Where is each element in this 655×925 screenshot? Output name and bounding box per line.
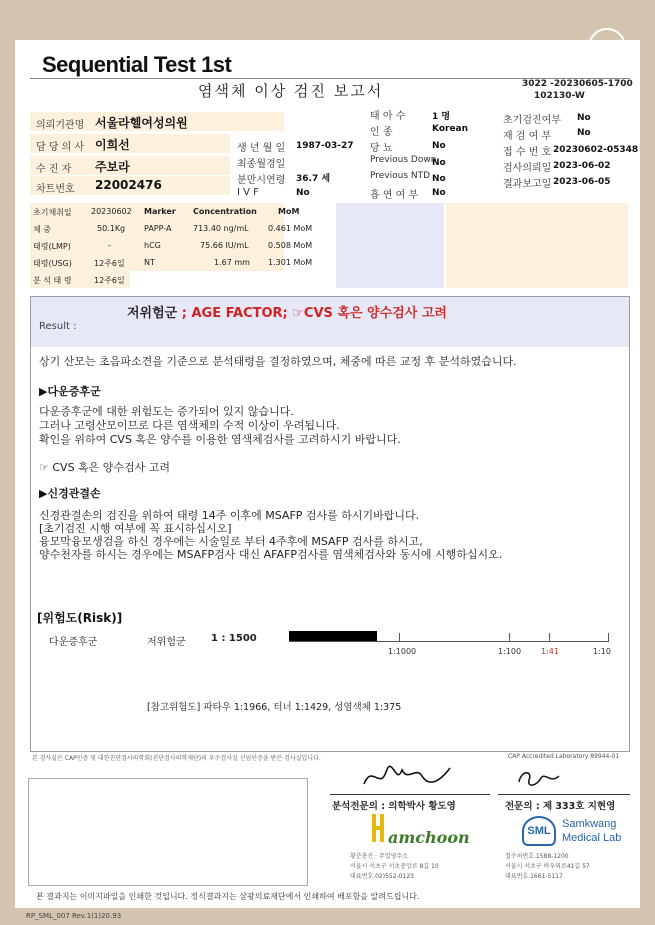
risk-title: [위험도(Risk)] [37, 611, 123, 625]
label-delivery-age: 분만시연령 [237, 175, 286, 186]
empty-panel-blue [336, 203, 444, 288]
label-ga-lmp: 태령(LMP) [33, 242, 71, 251]
sml-company-logo: SML [522, 816, 556, 846]
value-ga-usg: 12주6일 [94, 259, 125, 268]
risk-axis [289, 641, 609, 642]
label-analysis-ga: 분 석 태 령 [33, 276, 72, 285]
risk-ratio: 1 : 1500 [211, 633, 257, 644]
label-ga-usg: 태령(USG) [33, 259, 72, 268]
concentration-header: Concentration [193, 207, 257, 216]
down-line-2: 그러나 고령산모이므로 다른 염색체의 수적 이상이 우려됩니다. [39, 419, 340, 432]
marker-concentration: 1.67 mm [214, 258, 250, 267]
result-intro: 상기 산모는 초음파소견을 기준으로 분석태령을 결정하였으며, 체중에 따른 교정 후 분석하였습니다. [39, 355, 517, 368]
risk-bar [289, 631, 377, 641]
value-chart-no: 22002476 [95, 178, 162, 192]
value-initial-screening: No [577, 113, 591, 123]
risk-tick-label: 1:100 [498, 647, 522, 656]
label-diabetes: 당 뇨 [370, 143, 393, 154]
label-ivf: I V F [237, 187, 259, 198]
samkwang-name: Samkwang [562, 818, 617, 830]
risk-tick-label: 1:1000 [388, 647, 417, 656]
value-ga-lmp: - [108, 241, 111, 250]
label-weight: 체 중 [33, 225, 51, 234]
ntd-line-4: 양수천자를 하시는 경우에는 MSAFP검사 대신 AFAFP검사를 염색체검사와 동시에 시행하십시오. [39, 548, 503, 561]
label-retest: 재 검 여 부 [503, 131, 552, 142]
value-analysis-ga: 12주6일 [94, 276, 125, 285]
value-birthdate: 1987-03-27 [296, 141, 354, 151]
label-doctor: 담 당 의 사 [36, 142, 85, 153]
value-fetus-count: 1 명 [432, 112, 451, 122]
label-initial-screening: 초기검진여부 [503, 115, 561, 126]
label-request-date: 검사의뢰일 [503, 163, 552, 174]
result-label: Result : [39, 321, 77, 332]
accreditation-note: 본 검사실은 CAP인증 및 대한진단검사의학회(진단검사의학재단)의 우수검사실 신임인증을 받은 검사실입니다. [32, 755, 321, 762]
value-sample-date: 20230602 [91, 207, 132, 216]
value-doctor: 이희선 [95, 138, 130, 152]
value-retest: No [577, 128, 591, 138]
down-line-1: 다운증후군에 대한 위험도는 증가되어 있지 않습니다. [39, 405, 294, 418]
value-prev-ntd: No [432, 174, 446, 184]
right-address-2: 서울시 서초구 바우뫼로41길 57 [505, 863, 590, 870]
value-request-date: 2023-06-02 [553, 161, 611, 171]
result-headline: 저위험군 ; AGE FACTOR; ☞CVS 혹은 양수검사 고려 [127, 306, 447, 321]
marker-mom: 0.461 MoM [268, 224, 313, 233]
ntd-line-2: [초기검진 시행 여부에 꼭 표시하십시오] [39, 522, 232, 535]
form-code: RP_SML_007 Rev.1(1)20.93 [26, 912, 122, 920]
risk-tick [549, 633, 550, 642]
footer-note: 본 결과지는 이미지파일을 인쇄한 것입니다. 정식결과지는 삼광의료재단에서 인쇄하여 배포함을 알려드립니다. [36, 892, 420, 901]
result-section [30, 296, 630, 752]
down-note: ☞ CVS 혹은 양수검사 고려 [39, 461, 171, 474]
label-patient: 수 진 자 [36, 164, 72, 175]
risk-cutoff-label: 1:41 [541, 647, 559, 656]
label-smoking: 흡 연 여 부 [370, 190, 419, 201]
signature-left-icon [362, 762, 452, 796]
value-report-date: 2023-06-05 [553, 177, 611, 187]
marker-name: NT [144, 258, 155, 267]
mom-header: MoM [278, 207, 300, 216]
label-prev-down: Previous Down [370, 155, 437, 165]
label-report-date: 결과보고일 [503, 179, 552, 190]
value-prev-down: No [432, 158, 446, 168]
risk-tick [608, 633, 609, 642]
marker-mom: 0.508 MoM [268, 241, 313, 250]
medical-lab-name: Medical Lab [562, 832, 622, 844]
risk-tick [509, 633, 510, 642]
right-address-3: 대표번호.1661-5117 [505, 873, 563, 880]
ntd-line-1: 신경관결손의 검진을 위하여 태령 14주 이후에 MSAFP 검사를 하시기바랍니다. [39, 509, 420, 522]
specialist-caption: 전문의 : 제 333호 지현영 [505, 801, 616, 812]
document-number: 3022 -20230605-1700 102130-W [522, 79, 633, 101]
section-down-syndrome: ▶다운증후군 [39, 385, 101, 398]
value-ivf: No [296, 188, 310, 198]
label-lmp: 최종월경일 [237, 159, 286, 170]
value-hospital: 서울라헬여성의원 [95, 116, 188, 130]
value-diabetes: No [432, 141, 446, 151]
risk-level: 저위험군 [147, 637, 186, 648]
right-address-1: 접수처번호.1588-1200 [505, 853, 569, 860]
reference-risk: [참고위험도] 파타우 1:1966, 터너 1:1429, 성염색체 1:375 [147, 702, 402, 713]
cap-number: CAP Accredited Laboratory 89944-01 [508, 753, 620, 760]
risk-tick [399, 633, 400, 642]
value-smoking: No [432, 188, 446, 198]
report-subtitle: 염색체 이상 검진 보고서 [198, 82, 384, 100]
risk-tick-label: 1:10 [593, 647, 611, 656]
value-delivery-age: 36.7 세 [296, 174, 331, 184]
value-race: Korean [432, 124, 469, 134]
left-address-3: 대표번호.02)552-0123 [350, 873, 414, 880]
left-address-1: 황춘총진 · 주업영주소 [350, 853, 408, 860]
left-address-2: 서울시 서초구 서초중앙로 8길 10 [350, 863, 439, 870]
marker-name: hCG [144, 241, 161, 250]
hamchoon-name: amchoon [388, 828, 470, 847]
value-receipt-no: 20230602-05348 [553, 145, 639, 155]
label-hospital: 의뢰기관명 [36, 120, 85, 131]
label-birthdate: 생 년 월 일 [237, 143, 286, 154]
label-sample-date: 초기채취일 [33, 208, 72, 217]
marker-concentration: 75.66 IU/mL [200, 241, 249, 250]
marker-concentration: 713.40 ng/mL [193, 224, 249, 233]
label-race: 인 종 [370, 127, 393, 138]
risk-condition: 다운증후군 [49, 637, 98, 648]
down-line-3: 확인을 위하여 CVS 혹은 양수를 이용한 염색체검사를 고려하시기 바랍니다. [39, 433, 401, 446]
ntd-line-3: 융모막융모생검을 하신 경우에는 시술일로 부터 4주후에 MSAFP 검사를 하시고, [39, 535, 423, 548]
marker-mom: 1.301 MoM [268, 258, 313, 267]
label-fetus-count: 태 아 수 [370, 111, 406, 122]
signature-right-icon [515, 768, 565, 794]
value-weight: 50.1Kg [97, 224, 126, 233]
label-prev-ntd: Previous NTD [370, 171, 431, 181]
empty-panel-beige [446, 203, 628, 288]
comment-box [28, 778, 308, 886]
label-receipt-no: 접 수 번 호 [503, 147, 552, 158]
marker-header: Marker [144, 207, 176, 216]
label-chart-no: 차트번호 [36, 184, 75, 195]
sml-logo: SML [588, 28, 626, 66]
section-ntd: ▶신경관결손 [39, 487, 101, 500]
analyst-caption: 분석전문의 : 의학박사 황도영 [332, 801, 456, 812]
value-patient: 주보라 [95, 160, 130, 174]
report-title: Sequential Test 1st [42, 52, 232, 77]
marker-name: PAPP-A [144, 224, 172, 233]
hamchoon-h-icon [370, 814, 386, 842]
